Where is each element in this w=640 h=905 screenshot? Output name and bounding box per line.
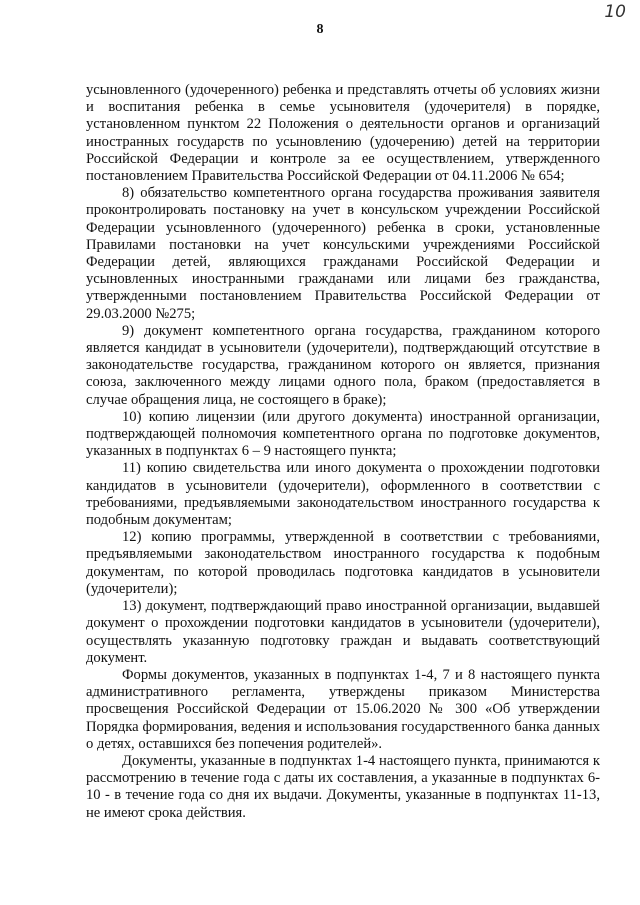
paragraph-item-12: 12) копию программы, утвержденной в соответствии с требованиями, предъявляемыми законодательством иностранного государства к подобным документам, по которой проводилась подготовка кандидатов в усыновители (удочерители); — [86, 529, 600, 597]
paragraph-forms: Формы документов, указанных в подпунктах 1-4, 7 и 8 настоящего пункта административного регламента, утверждены приказом Министерства просвещения Российской Федерации от 15.06.2020 № 300 «Об утверждении Порядка формирования, ведения и использования государственного банка данных о детях, оставшихся без попечения родителей». — [86, 666, 600, 752]
paragraph-item-11: 11) копию свидетельства или иного документа о прохождении подготовки кандидатов в усыновители (удочерители), оформленного в соответствии с требованиями, предъявляемыми законодательством иностранного государства к подобным документам; — [86, 460, 600, 529]
paragraph-item-9: 9) документ компетентного органа государства, гражданином которого является кандидат в усыновители (удочерители), подтверждающий отсутствие в законодательстве государства, гражданином которого он является, признания союза, заключенного между лицами одного пола, браком (предоставляется в случае обращения лица, не состоящего в браке); — [86, 322, 600, 408]
paragraph-item-10: 10) копию лицензии (или другого документа) иностранной организации, подтверждающей полномочия компетентного органа по подготовке документов, указанных в подпунктах 6 – 9 настоящего пункта; — [86, 408, 600, 460]
page-number: 8 — [316, 22, 324, 37]
paragraph-item-13: 13) документ, подтверждающий право иностранной организации, выдавшей документ о прохождении подготовки кандидатов в усыновители (удочерители), осуществлять указанную подготовку граждан и выдавать соответствующий документ. — [86, 598, 600, 666]
document-body — [86, 82, 600, 822]
paragraph-validity: Документы, указанные в подпунктах 1-4 настоящего пункта, принимаются к рассмотрению в течение года с даты их составления, а указанные в подпунктах 6-10 - в течение года со дня их выдачи. Документы, указанные в подпунктах 11-13, не имеют срока действия. — [86, 752, 600, 821]
paragraph-continuation: усыновленного (удочеренного) ребенка и представлять отчеты об условиях жизни и воспитания ребенка в семье усыновителя (удочерителя) в порядке, установленном пунктом 22 Положения о деятельности органов и организаций иностранных государств по усыновлению (удочерению) детей на территории Российской Федерации и контроле за ее осуществлением, утвержденного постановлением Правительства Российской Федерации от 04.11.2006 № 654; — [86, 82, 600, 185]
handwritten-page-mark: 10 — [604, 2, 626, 22]
paragraph-item-8: 8) обязательство компетентного органа государства проживания заявителя проконтролировать постановку на учет в консульском учреждении Российской Федерации усыновленного (удочеренного) ребенка в сроки, установленные Правилами постановки на учет консульскими учреждениями Российской Федерации детей, являющихся гражданами Российской Федерации и усыновленных иностранными гражданами или лицами без гражданства, утвержденными постановлением Правительства Российской Федерации от 29.03.2000 №275; — [86, 185, 600, 322]
